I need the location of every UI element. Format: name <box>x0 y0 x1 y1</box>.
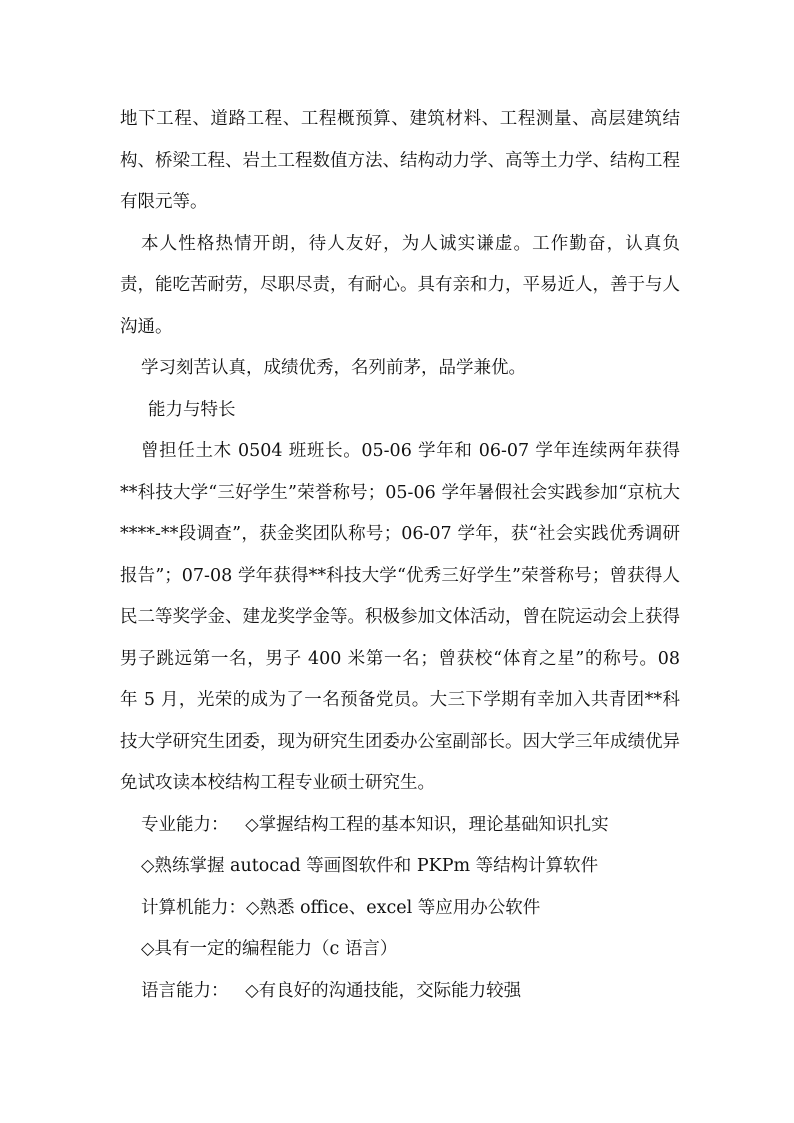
ability-line-software: ◇熟练掌握 autocad 等画图软件和 PKPm 等结构计算软件 <box>141 856 599 876</box>
document-body <box>120 99 680 1012</box>
ability-line-professional: 专业能力： ◇掌握结构工程的基本知识，理论基础知识扎实 <box>141 814 609 835</box>
section-heading: 能力与特长 <box>148 399 236 420</box>
ability-line-language: 语言能力： ◇有良好的沟通技能，交际能力较强 <box>141 980 522 1001</box>
courses-paragraph: 地下工程、道路工程、工程概预算、建筑材料、工程测量、高层建筑结构、桥梁工程、岩土工程数值方法、结构动力学、高等土力学、结构工程有限元等。 <box>120 109 680 212</box>
ability-line-computer: 计算机能力：◇熟悉 office、excel 等应用办公软件 <box>141 897 541 918</box>
personality-paragraph: 本人性格热情开朗，待人友好，为人诚实谦虚。工作勤奋，认真负责，能吃苦耐劳，尽职尽责，有耐心。具有亲和力，平易近人，善于与人沟通。 <box>120 233 680 337</box>
ability-line-programming: ◇具有一定的编程能力（c 语言） <box>141 939 398 959</box>
achievements-paragraph: 曾担任土木 0504 班班长。05-06 学年和 06-07 学年连续两年获得**科技大学“三好学生”荣誉称号；05-06 学年暑假社会实践参加“京杭大****-**段调查”，获金奖团队称号；06-07 学年，获“社会实践优秀调研报告”；07-08 学年获得**科技大学“优秀三好学生”荣誉称号；曾获得人民二等奖学金、建龙奖学金等。积极参加文体活动，曾在院运动会上获得男子跳远第一名，男子 400 米第一名；曾获校“体育之星”的称号。08 年 5 月，光荣的成为了一名预备党员。大三下学期有幸加入共青团**科技大学研究生团委，现为研究生团委办公室副部长。因大学三年成绩优异免试攻读本校结构工程专业硕士研究生。 <box>120 441 680 793</box>
study-paragraph: 学习刻苦认真，成绩优秀，名列前茅，品学兼优。 <box>141 358 526 378</box>
